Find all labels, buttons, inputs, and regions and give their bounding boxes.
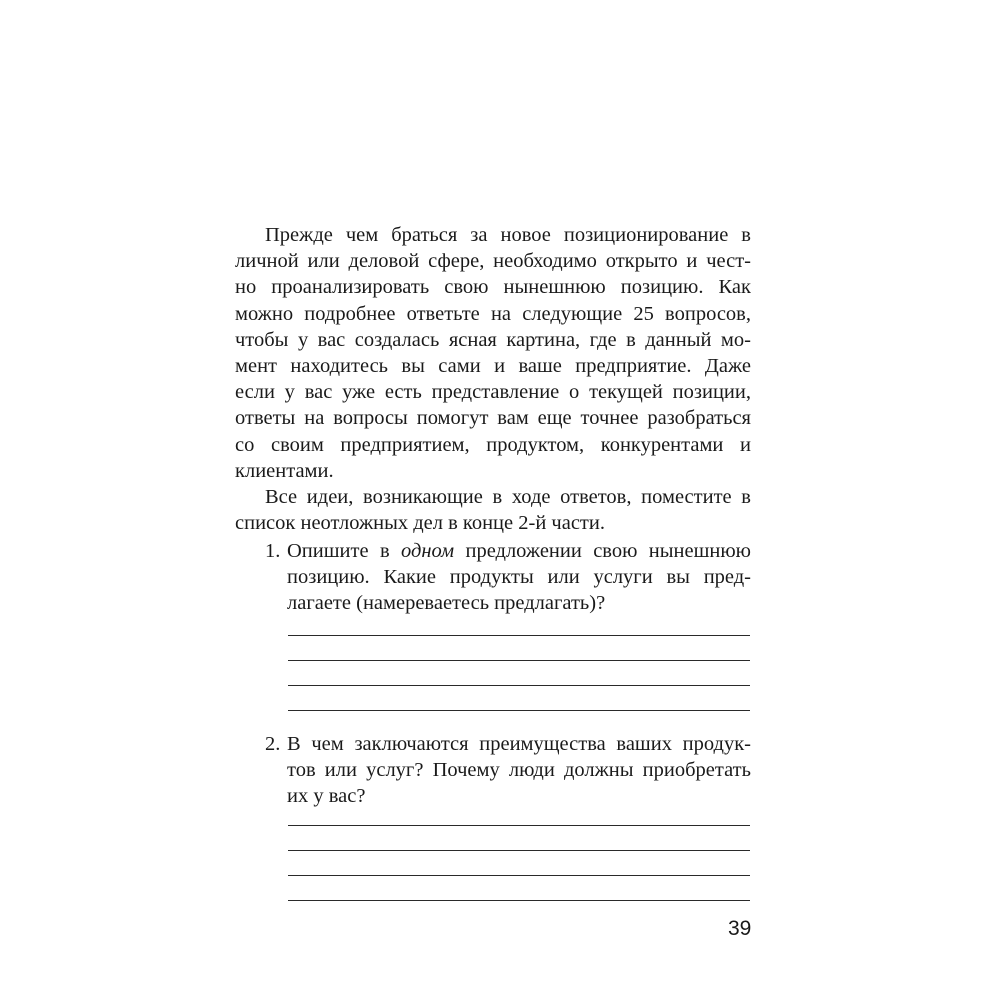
intro-line: Прежде чем браться за новое позиционирование в — [265, 224, 751, 246]
answer-line[interactable] — [288, 900, 750, 901]
question-1 — [265, 538, 751, 617]
question-line: В чем заключаются преимущества ваших продук- — [287, 733, 751, 755]
question-line: позицию. Какие продукты или услуги вы пред- — [287, 566, 751, 589]
intro-line: но проанализировать свою нынешнюю позицию. Как — [235, 276, 751, 299]
answer-line[interactable] — [288, 685, 750, 686]
question-line: их у вас? — [287, 785, 366, 808]
question-text-part: предложении свою нынешнюю — [454, 540, 751, 562]
question-2 — [265, 731, 751, 810]
answer-line[interactable] — [288, 850, 750, 851]
page-number: 39 — [728, 917, 752, 940]
intro-line: Все идеи, возникающие в ходе ответов, поместите в — [265, 486, 751, 509]
answer-line[interactable] — [288, 635, 750, 636]
question-emphasis: одном — [401, 540, 455, 562]
answer-line[interactable] — [288, 660, 750, 661]
intro-line: можно подробнее ответьте на следующие 25 вопросов, — [235, 302, 751, 325]
question-line: лагаете (намереваетесь предлагать)? — [287, 592, 606, 615]
question-text-part: Опишите в — [287, 540, 402, 562]
intro-line: клиентами. — [235, 459, 334, 482]
intro-line: со своим предприятием, продуктом, конкурентами и — [235, 433, 751, 456]
intro-line: список неотложных дел в конце 2-й части. — [235, 512, 605, 535]
question-line — [287, 538, 751, 564]
answer-line[interactable] — [288, 825, 750, 826]
intro-line: личной или деловой сфере, необходимо открыто и чест- — [235, 250, 751, 273]
intro-line: чтобы у вас создалась ясная картина, где в данный мо- — [235, 328, 751, 351]
question-number: 2. — [265, 733, 281, 755]
question-text — [287, 538, 751, 617]
answer-line[interactable] — [288, 875, 750, 876]
question-number: 1. — [265, 540, 281, 562]
question-line: тов или услуг? Почему люди должны приобретать — [287, 759, 751, 782]
intro-text — [235, 222, 751, 536]
answer-line[interactable] — [288, 710, 750, 711]
intro-line: если у вас уже есть представление о текущей позиции, — [235, 381, 751, 404]
intro-line: мент находитесь вы сами и ваше предприятие. Даже — [235, 355, 751, 378]
question-text — [287, 731, 751, 810]
intro-line: ответы на вопросы помогут вам еще точнее разобраться — [235, 407, 751, 430]
